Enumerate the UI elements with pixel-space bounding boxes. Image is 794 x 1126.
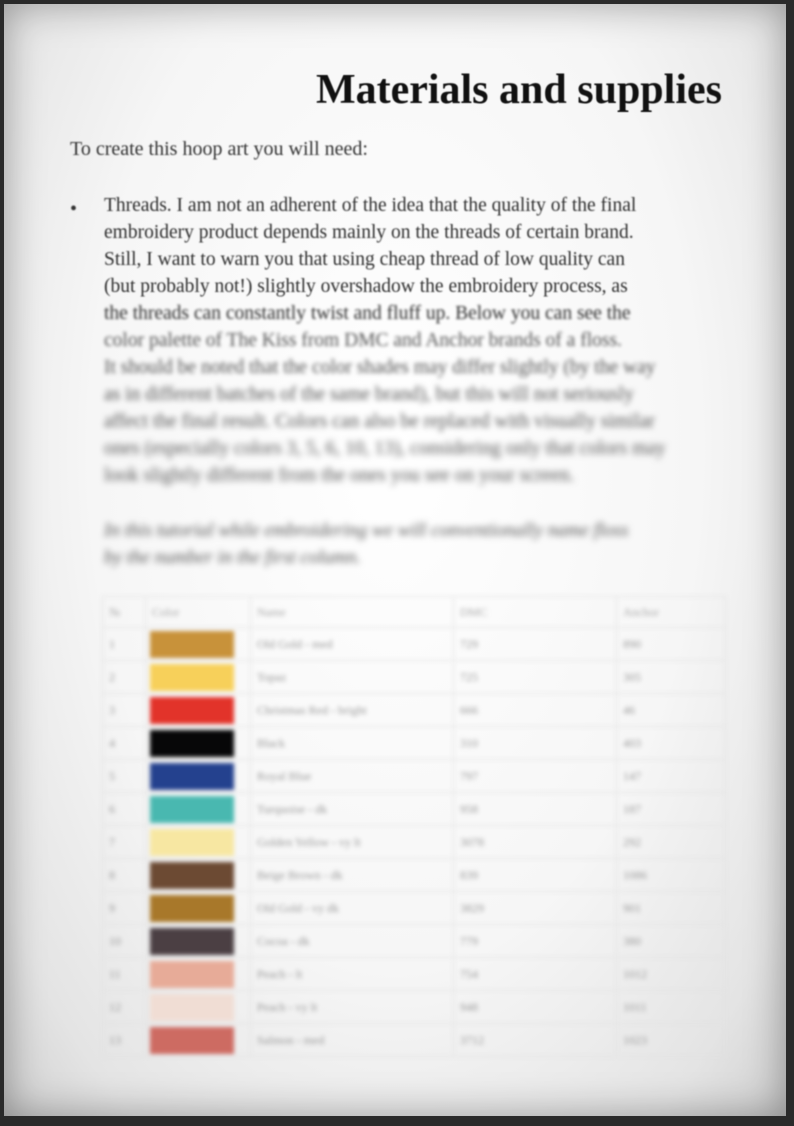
paragraph-line: ones (especially colors 3, 5, 6, 10, 13), considering only that colors may (104, 438, 666, 459)
cell-dmc: 3829 (454, 892, 617, 925)
paragraph-line: Threads. I am not an adherent of the idea that the quality of the final (104, 195, 637, 216)
cell-anchor: 187 (617, 793, 726, 826)
cell-anchor: 1086 (617, 859, 726, 892)
cell-color (146, 826, 251, 859)
cell-dmc: 725 (454, 661, 617, 694)
cell-name: Peach - lt (251, 958, 454, 991)
document-page (4, 4, 786, 1116)
cell-name: Salmon - med (251, 1024, 454, 1057)
cell-anchor: 1012 (617, 958, 726, 991)
table-row (103, 628, 726, 661)
color-swatch (150, 862, 234, 889)
cell-color (146, 694, 251, 727)
header-number: № (103, 597, 146, 628)
cell-number: 12 (103, 991, 146, 1024)
cell-color (146, 661, 251, 694)
cell-color (146, 991, 251, 1024)
note-line: In this tutorial while embroidering we will conventionally name floss (104, 520, 629, 541)
table-row (103, 991, 726, 1024)
page-title: Materials and supplies (315, 67, 722, 113)
note-line: by the number in the first column. (104, 547, 361, 568)
cell-dmc: 3712 (454, 1024, 617, 1057)
cell-number: 10 (103, 925, 146, 958)
cell-anchor: 890 (617, 628, 726, 661)
cell-name: Christmas Red - bright (251, 694, 454, 727)
table-row (103, 958, 726, 991)
cell-number: 11 (103, 958, 146, 991)
color-swatch (150, 829, 234, 856)
cell-anchor: 901 (617, 892, 726, 925)
paragraph-line: affect the final result. Colors can also be replaced with visually similar (104, 411, 655, 432)
cell-dmc: 948 (454, 991, 617, 1024)
cell-anchor: 403 (617, 727, 726, 760)
cell-name: Beige Brown - dk (251, 859, 454, 892)
cell-number: 4 (103, 727, 146, 760)
color-swatch (150, 796, 234, 823)
cell-dmc: 958 (454, 793, 617, 826)
header-name: Name (251, 597, 454, 628)
table-row (103, 1024, 726, 1057)
paragraph-line: as in different batches of the same brand), but this will not seriously (104, 384, 634, 405)
cell-anchor: 1023 (617, 1024, 726, 1057)
color-palette-table (102, 596, 726, 1057)
paragraph-line: look slightly different from the ones you see on your screen. (104, 465, 575, 486)
table-row (103, 793, 726, 826)
cell-name: Cocoa - dk (251, 925, 454, 958)
paragraph-line: embroidery product depends mainly on the threads of certain brand. (104, 222, 634, 243)
table-row (103, 859, 726, 892)
cell-color (146, 1024, 251, 1057)
cell-color (146, 925, 251, 958)
paragraph-line: the threads can constantly twist and fluff up. Below you can see the (104, 303, 631, 324)
cell-number: 9 (103, 892, 146, 925)
cell-color (146, 793, 251, 826)
table-row (103, 727, 726, 760)
table-row (103, 925, 726, 958)
bullet-marker: • (70, 198, 78, 220)
cell-name: Royal Blue (251, 760, 454, 793)
color-swatch (150, 631, 234, 658)
paragraph-line: (but probably not!) slightly overshadow the embroidery process, as (104, 276, 628, 297)
cell-name: Golden Yellow - vy lt (251, 826, 454, 859)
cell-anchor: 380 (617, 925, 726, 958)
cell-dmc: 839 (454, 859, 617, 892)
color-swatch (150, 664, 234, 691)
cell-number: 3 (103, 694, 146, 727)
table-row (103, 760, 726, 793)
cell-anchor: 305 (617, 661, 726, 694)
color-swatch (150, 763, 234, 790)
cell-anchor: 147 (617, 760, 726, 793)
color-swatch (150, 697, 234, 724)
paragraph-line: color palette of The Kiss from DMC and Anchor brands of a floss. (104, 330, 622, 351)
cell-color (146, 892, 251, 925)
cell-dmc: 797 (454, 760, 617, 793)
color-swatch (150, 730, 234, 757)
cell-number: 13 (103, 1024, 146, 1057)
cell-color (146, 760, 251, 793)
cell-color (146, 628, 251, 661)
cell-anchor: 292 (617, 826, 726, 859)
color-swatch (150, 961, 234, 988)
cell-name: Old Gold - med (251, 628, 454, 661)
color-palette-table-wrapper (102, 596, 726, 1046)
cell-dmc: 779 (454, 925, 617, 958)
cell-anchor: 46 (617, 694, 726, 727)
cell-dmc: 729 (454, 628, 617, 661)
table-row (103, 694, 726, 727)
cell-number: 5 (103, 760, 146, 793)
cell-number: 1 (103, 628, 146, 661)
cell-name: Turquoise - dk (251, 793, 454, 826)
table-row (103, 661, 726, 694)
paragraph-line: Still, I want to warn you that using cheap thread of low quality can (104, 249, 625, 270)
cell-number: 7 (103, 826, 146, 859)
cell-dmc: 666 (454, 694, 617, 727)
cell-name: Peach - vy lt (251, 991, 454, 1024)
cell-dmc: 3078 (454, 826, 617, 859)
table-row (103, 892, 726, 925)
cell-name: Black (251, 727, 454, 760)
header-color: Color (146, 597, 251, 628)
cell-color (146, 958, 251, 991)
color-swatch (150, 994, 234, 1021)
table-row (103, 826, 726, 859)
table-body (103, 628, 726, 1057)
cell-number: 8 (103, 859, 146, 892)
paragraph-line: It should be noted that the color shades may differ slightly (by the way (104, 357, 656, 378)
cell-dmc: 310 (454, 727, 617, 760)
cell-name: Topaz (251, 661, 454, 694)
cell-dmc: 754 (454, 958, 617, 991)
header-anchor: Anchor (617, 597, 726, 628)
cell-color (146, 859, 251, 892)
color-swatch (150, 895, 234, 922)
cell-number: 6 (103, 793, 146, 826)
cell-number: 2 (103, 661, 146, 694)
cell-anchor: 1011 (617, 991, 726, 1024)
intro-text: To create this hoop art you will need: (70, 138, 368, 160)
cell-name: Old Gold - vy dk (251, 892, 454, 925)
color-swatch (150, 928, 234, 955)
cell-color (146, 727, 251, 760)
color-swatch (150, 1027, 234, 1054)
table-header-row (103, 597, 726, 628)
header-dmc: DMC (454, 597, 617, 628)
